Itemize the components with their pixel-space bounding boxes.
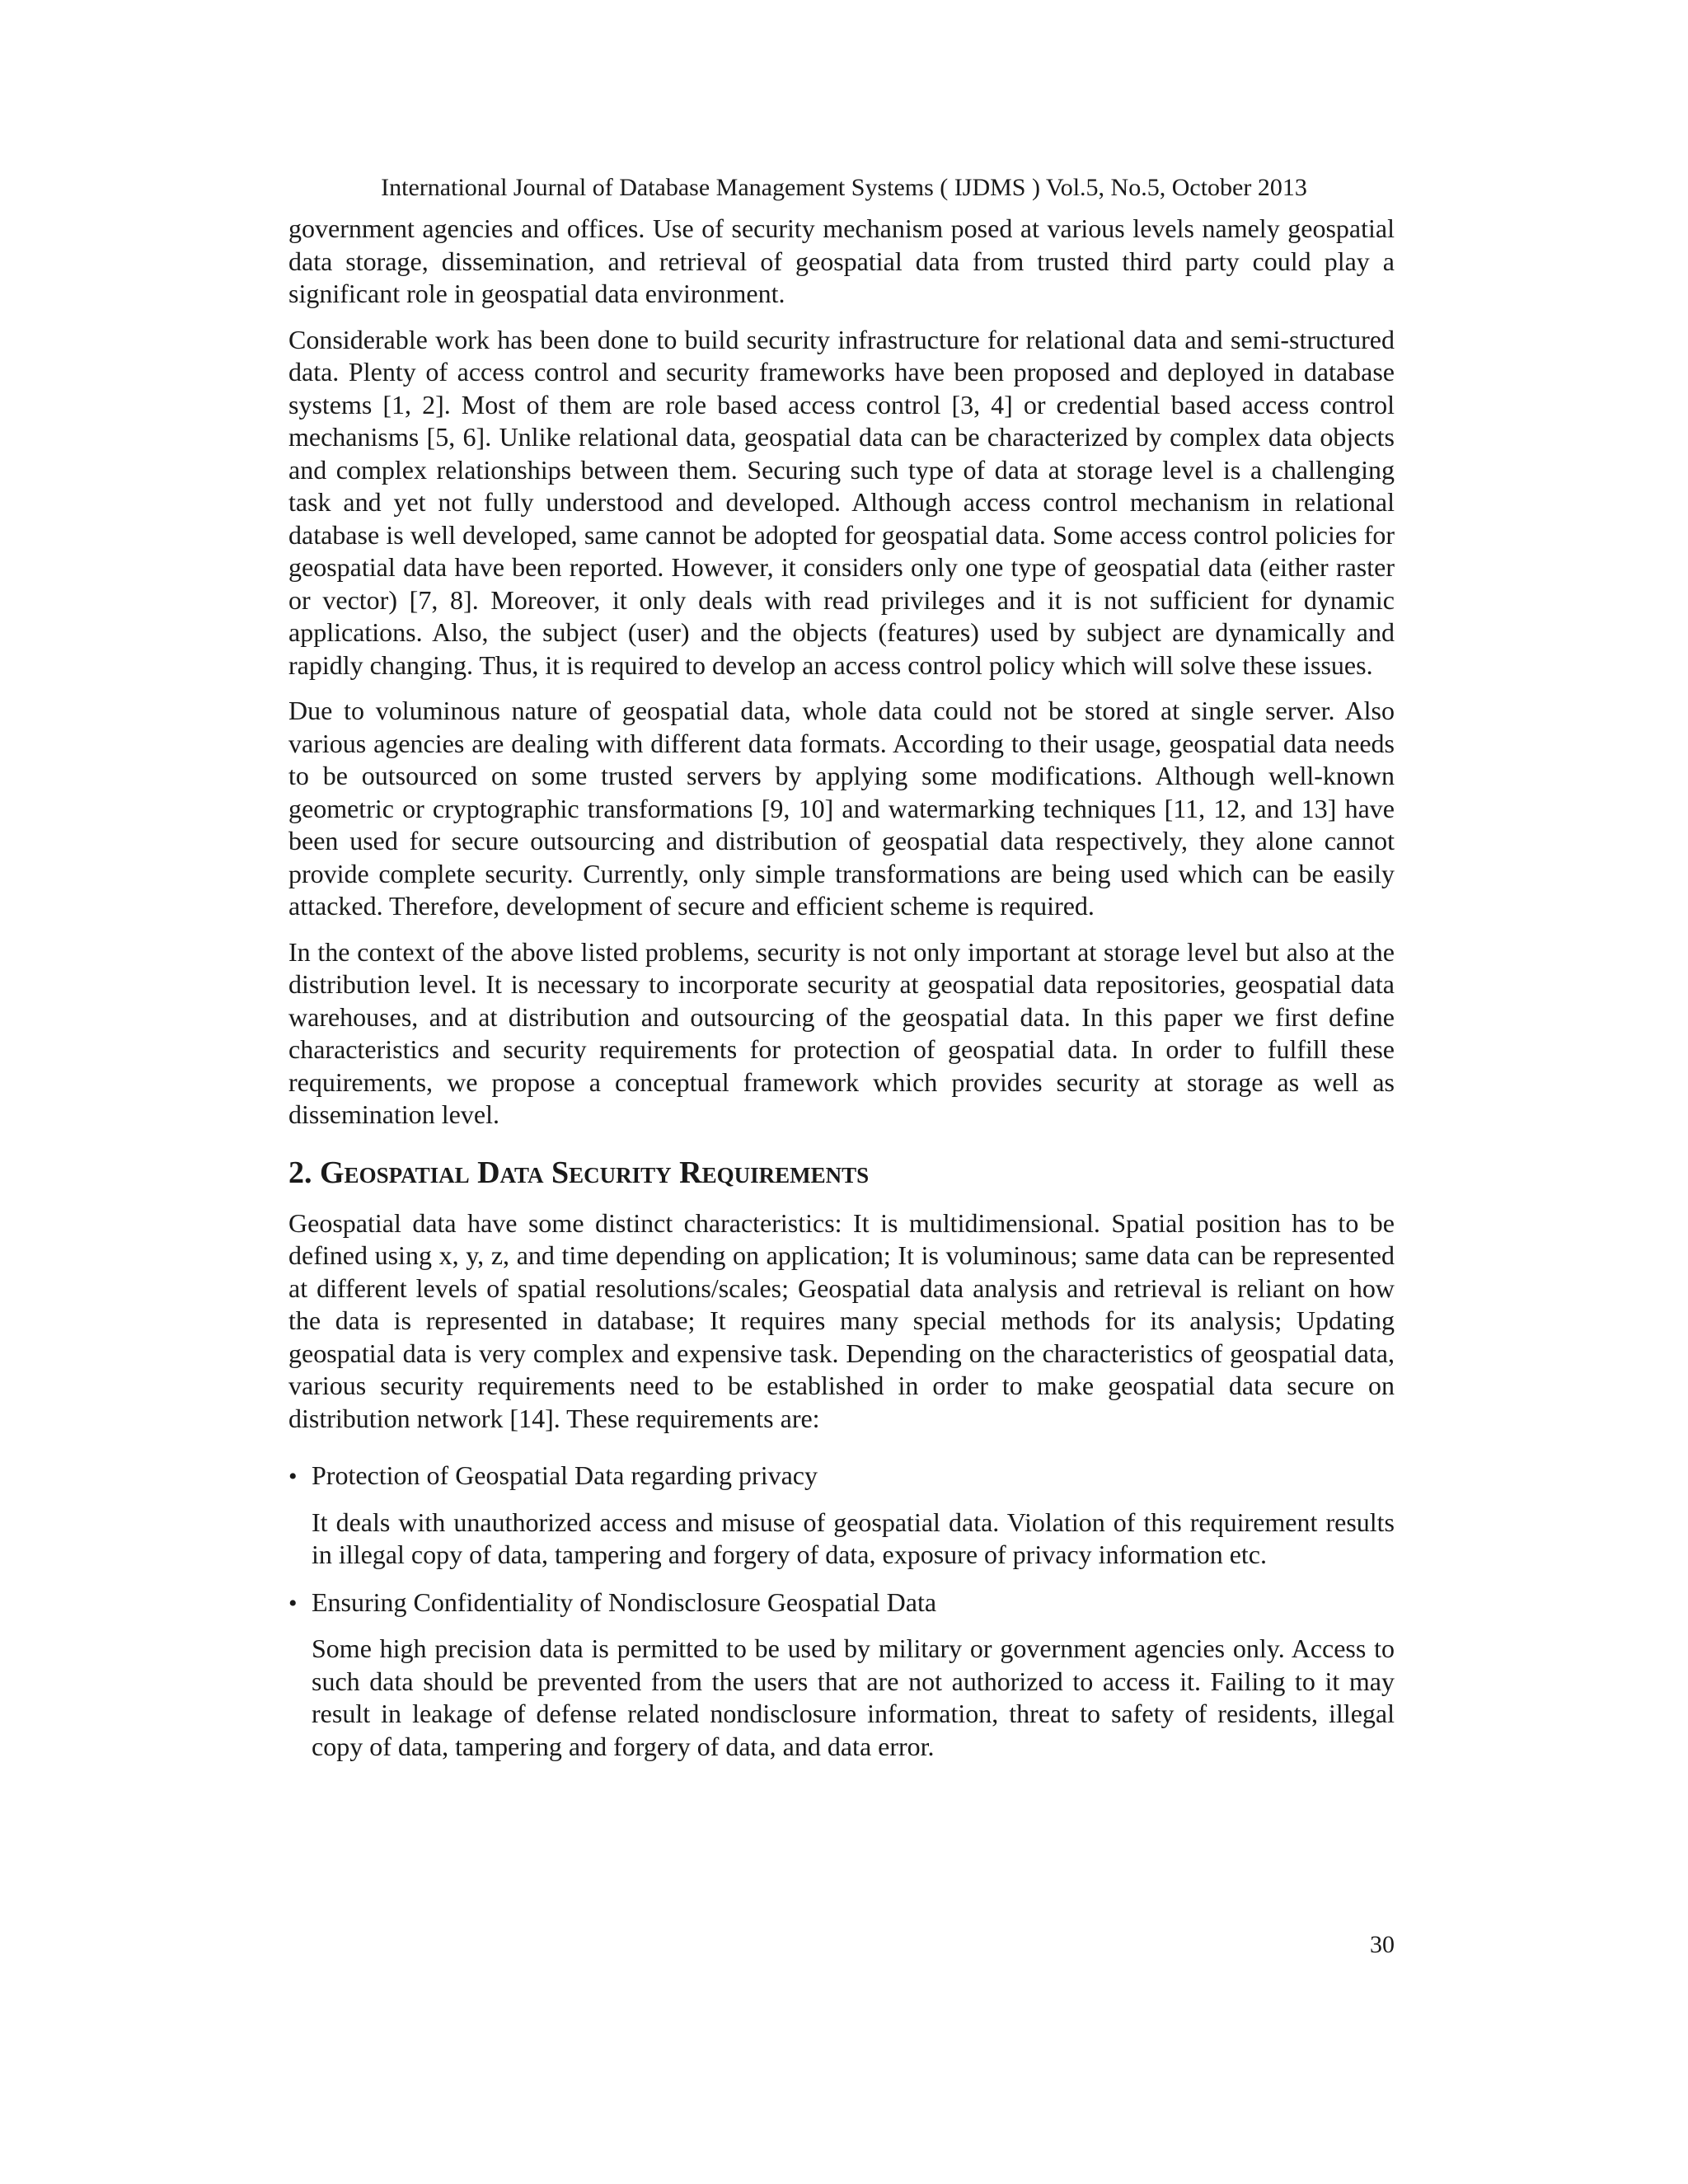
bullet-icon: • (288, 1589, 298, 1617)
requirement-title: Ensuring Confidentiality of Nondisclosure Geospatial Data (312, 1586, 937, 1617)
section-intro: Geospatial data have some distinct characteristics: It is multidimensional. Spatial position has to be defined using x, y, z, and time depending on application; It is voluminous; same data can be represented at different levels of spatial resolutions/scales; Geospatial data analysis and retrieval is reliant on how the data is represented in database; It requires many special methods for its analysis; Updating geospatial data is very complex and expensive task. Depending on the characteristics of geospatial data, various security requirements need to be established in order to make geospatial data secure on distribution network [14]. These requirements are: (288, 1207, 1395, 1433)
requirement-title: Protection of Geospatial Data regarding privacy (312, 1460, 818, 1490)
bullet-icon: • (288, 1463, 298, 1490)
page-number: 30 (1370, 1931, 1395, 1958)
paragraph-context: In the context of the above listed problems, security is not only important at storage level but also at the distribution level. It is necessary to incorporate security at geospatial data repositories, geospatial data warehouses, and at distribution and outsourcing of the geospatial data. In this paper we first define characteristics and security requirements for protection of geospatial data. In order to fulfill these requirements, we propose a conceptual framework which provides security at storage as well as dissemination level. (288, 936, 1395, 1129)
section-heading (288, 1153, 1395, 1193)
running-header: International Journal of Database Management Systems ( IJDMS ) Vol.5, No.5, October 2013 (381, 174, 1307, 201)
requirement-description: Some high precision data is permitted to be used by military or government agencies only. Access to such data should be prevented from the users that are not authorized to access it. Failing to it may result in leakage of defense related nondisclosure information, threat to safety of residents, illegal copy of data, tampering and forgery of data, and data error. (312, 1633, 1395, 1761)
paragraph-outsourcing: Due to voluminous nature of geospatial data, whole data could not be stored at single server. Also various agencies are dealing with different data formats. According to their usage, geospatial data needs to be outsourced on some trusted servers by applying some modifications. Although well-known geometric or cryptographic transformations [9, 10] and watermarking techniques [11, 12, and 13] have been used for secure outsourcing and distribution of geospatial data respectively, they alone cannot provide complete security. Currently, only simple transformations are being used which can be easily attacked. Therefore, development of secure and efficient scheme is required. (288, 696, 1395, 921)
list-item (288, 1460, 1395, 1572)
requirement-title-row (288, 1586, 1395, 1620)
requirement-description: It deals with unauthorized access and misuse of geospatial data. Violation of this requirement results in illegal copy of data, tampering and forgery of data, exposure of privacy information etc. (312, 1507, 1395, 1569)
list-item (288, 1586, 1395, 1764)
section-number: 2. (288, 1155, 312, 1190)
paragraph-related-work: Considerable work has been done to build security infrastructure for relational data and semi-structured data. Plenty of access control and security frameworks have been proposed and deployed in database systems [1, 2]. Most of them are role based access control [3, 4] or credential based access control mechanisms [5, 6]. Unlike relational data, geospatial data can be characterized by complex data objects and complex relationships between them. Securing such type of data at storage level is a challenging task and yet not fully understood and developed. Although access control mechanism in relational database is well developed, same cannot be adopted for geospatial data. Some access control policies for geospatial data have been reported. However, it considers only one type of geospatial data (either raster or vector) [7, 8]. Moreover, it only deals with read privileges and it is not sufficient for dynamic applications. Also, the subject (user) and the objects (features) used by subject are dynamically and rapidly changing. Thus, it is required to develop an access control policy which will solve these issues. (288, 324, 1395, 680)
requirements-list (288, 1460, 1395, 1763)
paragraph-continuation: government agencies and offices. Use of security mechanism posed at various levels namely geospatial data storage, dissemination, and retrieval of geospatial data from trusted third party could play a significant role in geospatial data environment. (288, 213, 1395, 308)
section-title: Geospatial Data Security Requirements (320, 1155, 870, 1190)
requirement-title-row (288, 1460, 1395, 1493)
page-body (288, 213, 1395, 1778)
